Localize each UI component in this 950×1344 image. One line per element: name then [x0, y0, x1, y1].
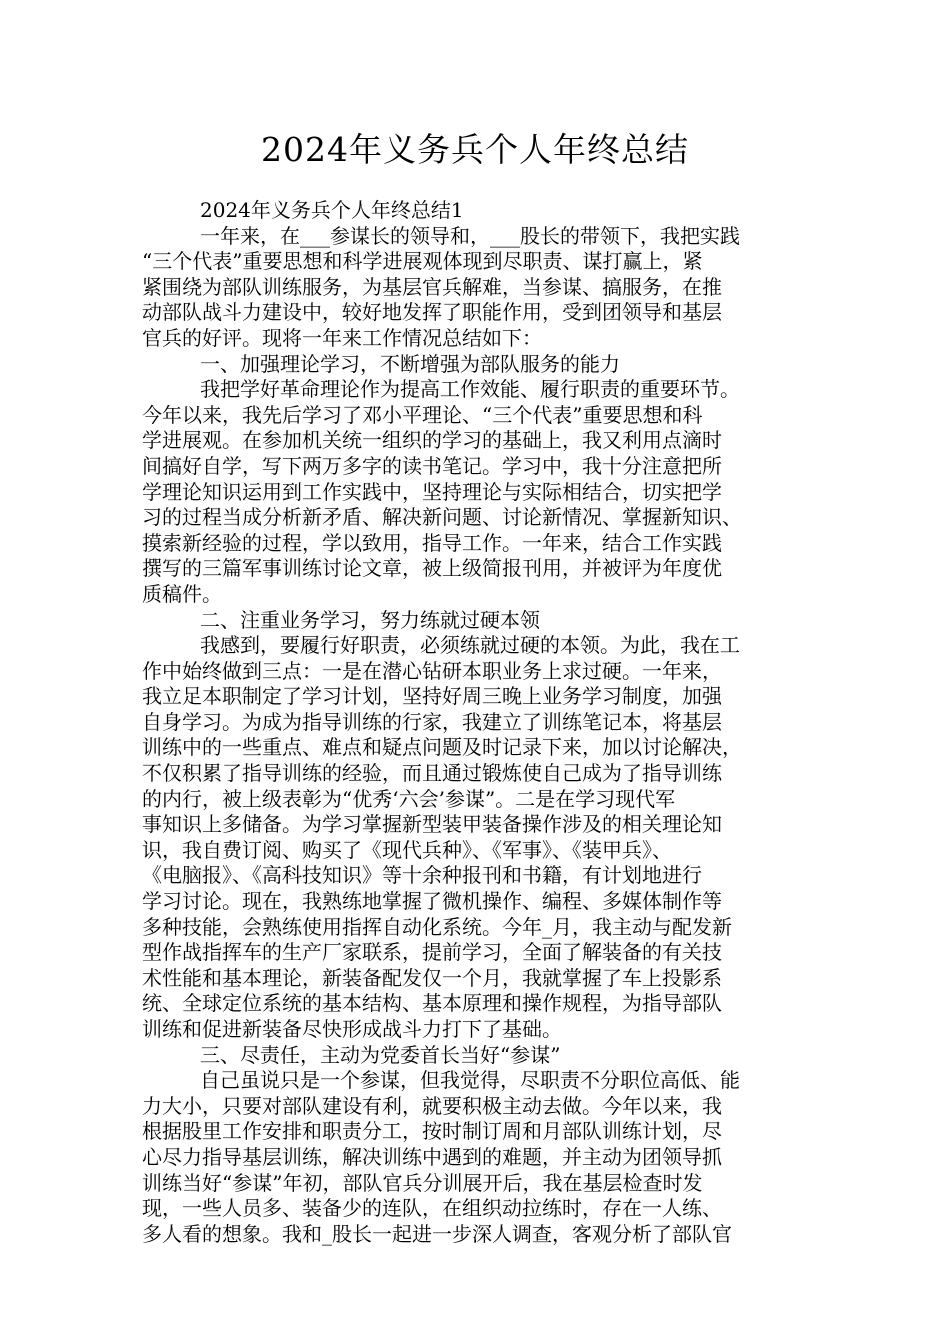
- body-line: 型作战指挥车的生产厂家联系，提前学习，全面了解装备的有关技: [142, 940, 722, 965]
- body-line: 我把学好革命理论作为提高工作效能、履行职责的重要环节。: [200, 377, 740, 402]
- document-body: [142, 198, 828, 1247]
- body-line: 统、全球定位系统的基本结构、基本原理和操作规程，为指导部队: [142, 991, 722, 1016]
- body-line: 一、加强理论学习，不断增强为部队服务的能力: [200, 351, 620, 376]
- body-line: 识，我自费订阅、购买了《现代兵种》、《军事》、《装甲兵》、: [142, 837, 672, 862]
- body-line: 动部队战斗力建设中，较好地发挥了职能作用，受到团领导和基层: [142, 300, 722, 325]
- body-line: 根据股里工作安排和职责分工，按时制订周和月部队训练计划，尽: [142, 1119, 722, 1144]
- body-line: 现，一些人员多、装备少的连队，在组织动拉练时，存在一人练、: [142, 1196, 722, 1221]
- body-line: 官兵的好评。现将一年来工作情况总结如下：: [142, 325, 542, 350]
- body-line: 训练和促进新装备尽快形成战斗力打下了基础。: [142, 1017, 562, 1041]
- body-line: 2024年义务兵个人年终总结1: [200, 198, 464, 222]
- body-line: 事知识上多储备。为学习掌握新型装甲装备操作涉及的相关理论知: [142, 812, 722, 837]
- body-line: 不仅积累了指导训练的经验，而且通过锻炼使自己成为了指导训练: [142, 761, 722, 786]
- body-line: 自己虽说只是一个参谋，但我觉得，尽职责不分职位高低、能: [200, 1068, 740, 1093]
- body-line: 心尽力指导基层训练，解决训练中遇到的难题，并主动为团领导抓: [142, 1144, 722, 1169]
- body-line: 术性能和基本理论，新装备配发仅一个月，我就掌握了车上投影系: [142, 965, 722, 990]
- body-line: 的内行，被上级表彰为“优秀‘六会’参谋”。二是在学习现代军: [142, 786, 676, 811]
- body-line: 多人看的想象。我和_股长一起进一步深人调查，客观分析了部队官: [142, 1221, 732, 1246]
- body-line: 《电脑报》、《高科技知识》等十余种报刊和书籍，有计划地进行: [142, 863, 702, 888]
- body-line: 我感到，要履行好职责，必须练就过硬的本领。为此，我在工: [200, 633, 740, 658]
- body-line: 训练中的一些重点、难点和疑点问题及时记录下来，加以讨论解决，: [142, 735, 742, 760]
- body-line: 一年来，在___参谋长的领导和，___股长的带领下，我把实践: [200, 223, 740, 248]
- body-line: 训练当好“参谋”年初，部队官兵分训展开后，我在基层检查时发: [142, 1170, 703, 1195]
- body-line: 摸索新经验的过程，学以致用，指导工作。一年来，结合工作实践: [142, 530, 722, 555]
- body-line: 二、注重业务学习，努力练就过硬本领: [200, 607, 540, 632]
- body-line: 间搞好自学，写下两万多字的读书笔记。学习中，我十分注意把所: [142, 453, 722, 478]
- body-line: 作中始终做到三点：一是在潜心钻研本职业务上求过硬。一年来，: [142, 658, 722, 683]
- body-line: 习的过程当成分析新矛盾、解决新问题、讨论新情况、掌握新知识、: [142, 505, 742, 530]
- document-title: 2024年义务兵个人年终总结: [261, 130, 689, 169]
- body-line: 三、尽责任，主动为党委首长当好“参谋”: [200, 1042, 561, 1067]
- body-line: 撰写的三篇军事训练讨论文章，被上级简报刊用，并被评为年度优: [142, 556, 722, 581]
- body-line: 学习讨论。现在，我熟练地掌握了微机操作、编程、多媒体制作等: [142, 889, 722, 914]
- body-line: 多种技能，会熟练使用指挥自动化系统。今年_月，我主动与配发新: [142, 914, 732, 939]
- body-line: 学进展观。在参加机关统一组织的学习的基础上，我又利用点滴时: [142, 428, 722, 453]
- body-line: 我立足本职制定了学习计划，坚持好周三晚上业务学习制度，加强: [142, 684, 722, 709]
- body-line: 自身学习。为成为指导训练的行家，我建立了训练笔记本，将基层: [142, 709, 722, 734]
- body-line: 今年以来，我先后学习了邓小平理论、“三个代表”重要思想和科: [142, 402, 703, 427]
- body-line: 紧围绕为部队训练服务，为基层官兵解难，当参谋、搞服务，在推: [142, 274, 722, 299]
- body-line: 质稿件。: [142, 581, 222, 606]
- body-line: “三个代表”重要思想和科学进展观体现到尽职责、谋打赢上，紧: [142, 249, 703, 274]
- body-line: 学理论知识运用到工作实践中，坚持理论与实际相结合，切实把学: [142, 479, 722, 504]
- body-line: 力大小，只要对部队建设有利，就要积极主动去做。今年以来，我: [142, 1093, 722, 1118]
